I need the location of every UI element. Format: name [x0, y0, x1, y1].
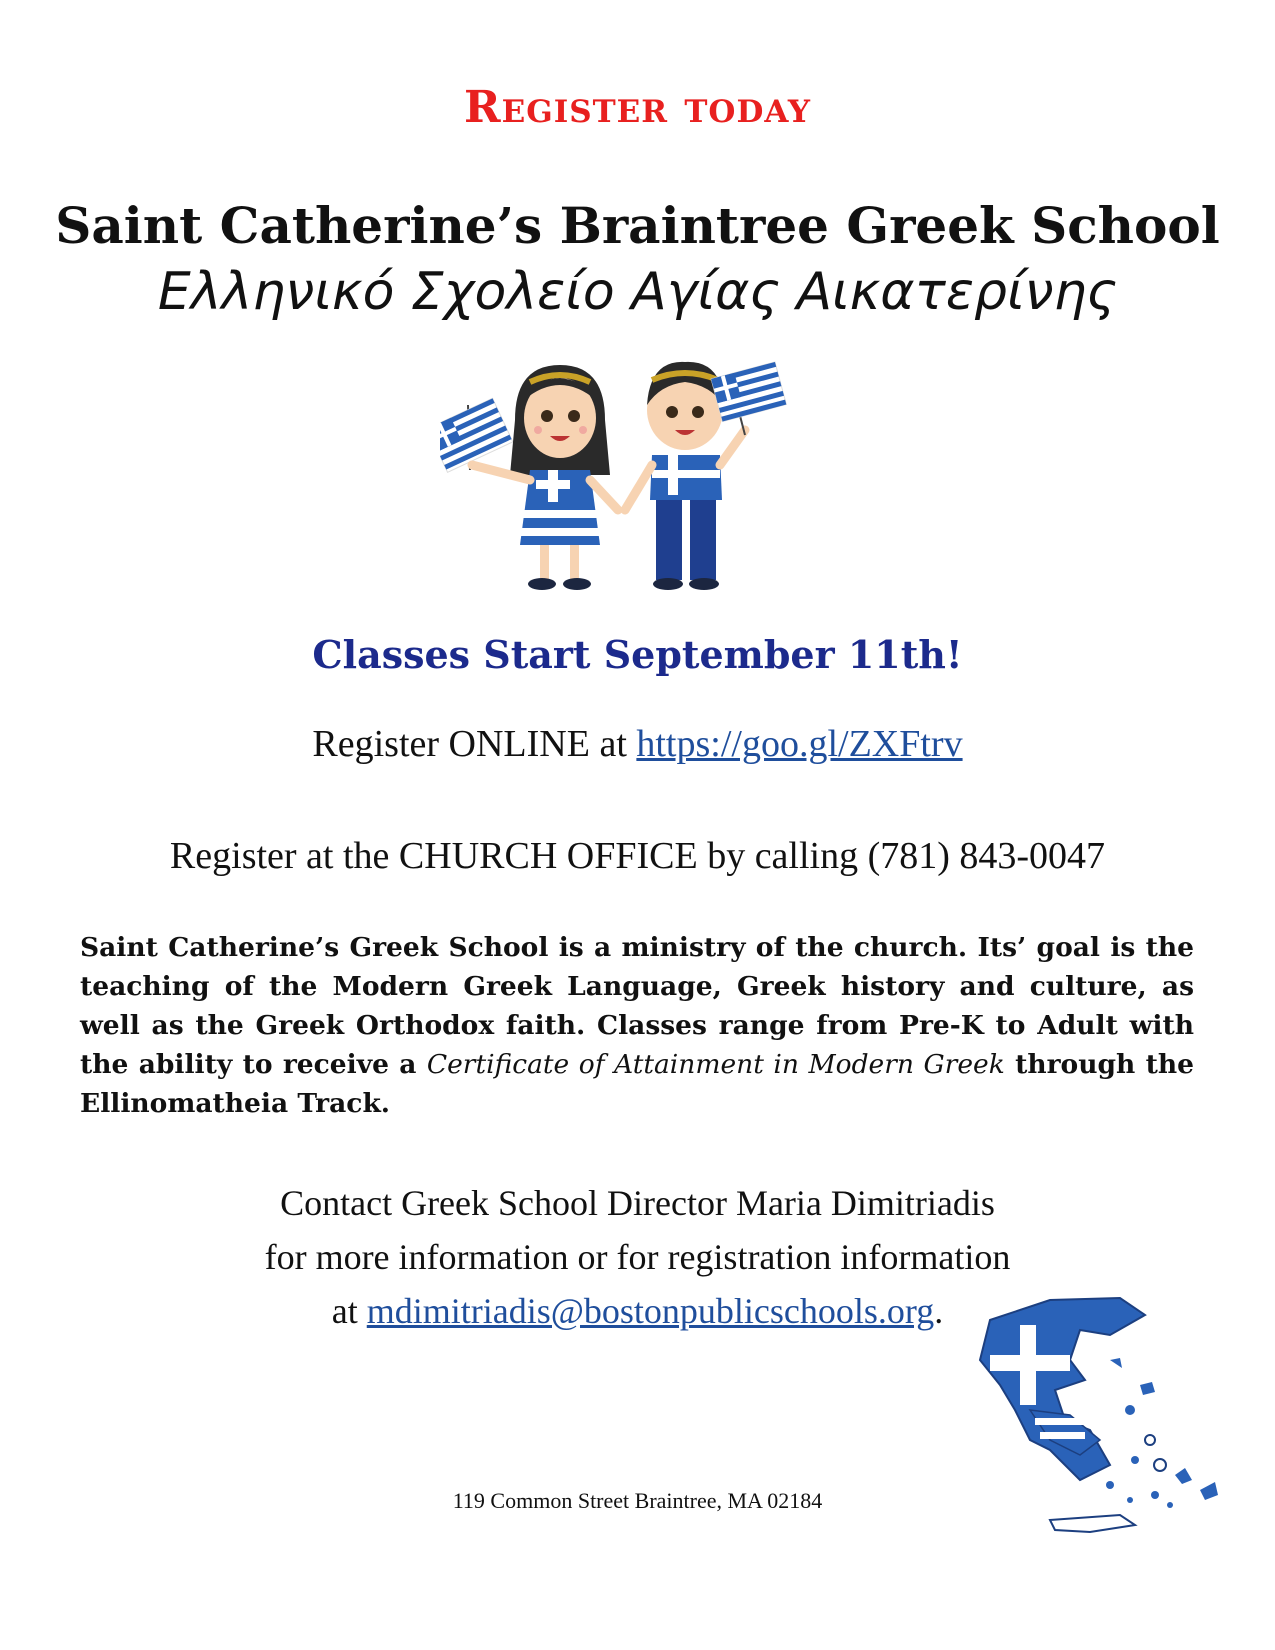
school-title: Saint Catherine’s Braintree Greek School	[55, 196, 1220, 255]
register-online-line	[0, 722, 1275, 766]
children-with-greek-flags-icon	[440, 360, 820, 620]
description-text-2: through the Ellinomatheia Track.	[80, 1049, 1194, 1119]
address: 119 Common Street Braintree, MA 02184	[452, 1488, 823, 1513]
contact-period: .	[934, 1291, 944, 1331]
description-paragraph	[80, 928, 1194, 1123]
greece-map-flag-icon	[960, 1290, 1230, 1560]
classes-start-date: Classes Start September 11th!	[312, 632, 963, 677]
church-office-line: Register at the CHURCH OFFICE by calling (781) 843-0047	[169, 835, 1106, 877]
certificate-name: Certificate of Attainment in Modern Greek	[426, 1049, 1005, 1080]
contact-line-2: for more information or for registration information	[264, 1237, 1011, 1277]
school-title-greek: Ελληνικό Σχολείο Αγίας Αικατερίνης	[157, 262, 1118, 322]
registration-url-link[interactable]: https://goo.gl/ZXFtrv	[636, 723, 963, 765]
director-email-link[interactable]: mdimitriadis@bostonpublicschools.org	[366, 1291, 935, 1331]
register-online-prefix: Register ONLINE at	[312, 723, 637, 765]
headline: Register today	[464, 82, 811, 133]
contact-line-1: Contact Greek School Director Maria Dimitriadis	[280, 1183, 995, 1223]
description-text-1: Saint Catherine’s Greek School is a ministry of the church. Its’ goal is the teaching of the Modern Greek Language, Greek history and culture, as well as the Greek Orthodox faith. Classes range from Pre-K to Adult with the ability to receive a	[80, 932, 1194, 1080]
contact-at-prefix: at	[331, 1291, 367, 1331]
